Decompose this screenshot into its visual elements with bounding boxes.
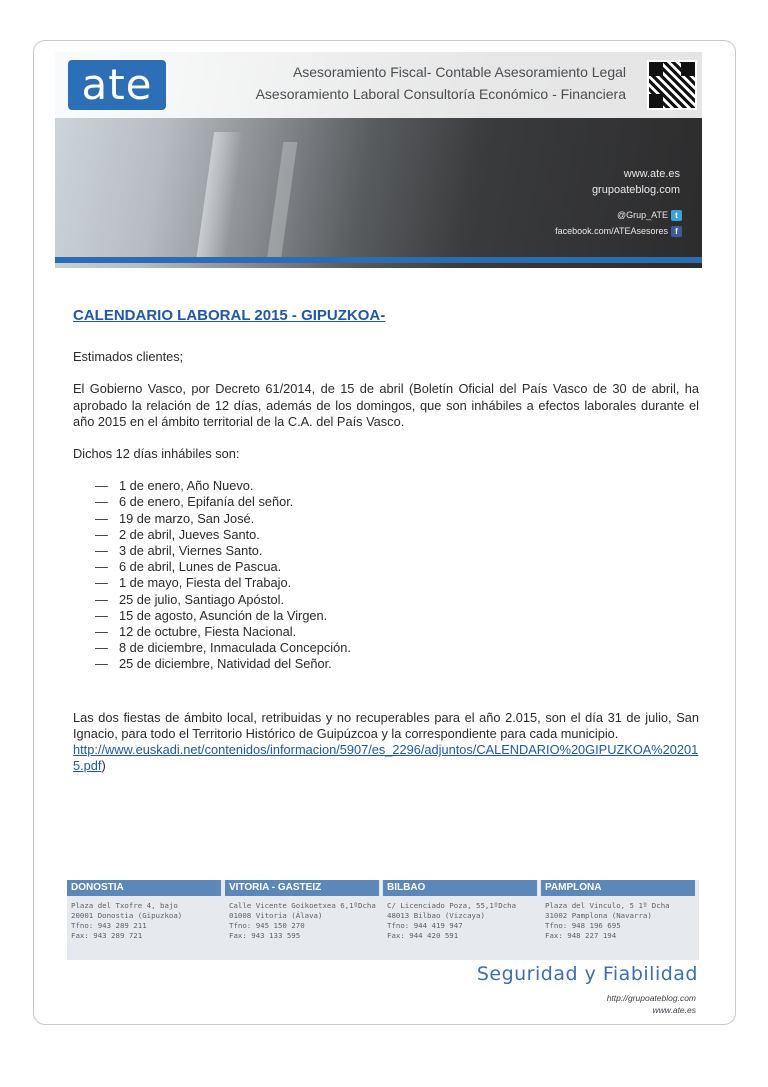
document-title: CALENDARIO LABORAL 2015 - GIPUZKOA- [73, 307, 386, 324]
holiday-text: 1 de mayo, Fiesta del Trabajo. [119, 575, 292, 591]
slogan: Seguridad y Fiabilidad [476, 963, 698, 985]
office-city: VITORIA - GASTEIZ [225, 880, 379, 896]
qr-code-icon [647, 60, 697, 110]
holiday-item [95, 640, 699, 656]
office-pamplona [541, 880, 695, 960]
list-dash: — [95, 591, 108, 607]
holiday-item [95, 494, 699, 510]
holiday-item [95, 527, 699, 543]
list-dash: — [95, 559, 108, 575]
holiday-text: 3 de abril, Viernes Santo. [119, 543, 263, 559]
footer-offices [67, 880, 699, 960]
list-dash: — [95, 575, 108, 591]
holiday-item [95, 575, 699, 591]
list-dash: — [95, 478, 108, 494]
office-address: Plaza del Vinculo, 5 1º Dcha 31002 Pamplona (Navarra) Tfno: 948 196 695 Fax: 948 227 194 [545, 901, 670, 940]
glass-reflection [196, 132, 244, 262]
facebook-link[interactable]: facebook.com/ATEAsesores [555, 226, 668, 236]
office-address: Calle Vicente Goikoetxea 6,1ºDcha 01008 Vitoria (Álava) Tfno: 945 150 270 Fax: 943 133 595 [229, 901, 376, 940]
holiday-item [95, 478, 699, 494]
holiday-text: 6 de abril, Lunes de Pascua. [119, 559, 282, 575]
footer-site-url[interactable]: www.ate.es [652, 1005, 696, 1015]
office-address: Plaza del Txofre 4, bajo 20001 Donostia (Gipuzkoa) Tfno: 943 289 211 Fax: 943 289 721 [71, 901, 183, 940]
office-vitoria [225, 880, 379, 960]
list-dash: — [95, 543, 108, 559]
list-dash: — [95, 494, 108, 510]
list-dash: — [95, 640, 108, 656]
holiday-text: 12 de octubre, Fiesta Nacional. [119, 624, 297, 640]
list-dash: — [95, 526, 108, 542]
holiday-text: 8 de diciembre, Inmaculada Concepción. [119, 640, 351, 656]
list-dash: — [95, 624, 108, 640]
holiday-text: 1 de enero, Año Nuevo. [119, 478, 254, 494]
intro-paragraph: El Gobierno Vasco, por Decreto 61/2014, de 15 de abril (Boletín Oficial del País Vasco de 30 de abril, ha aprobado la relación de 12 días, además de los domingos, que son inhábiles a efectos laborales durante el año 2015 en el ámbito territorial de la C.A. del País Vasco. [73, 381, 699, 429]
holiday-item [95, 543, 699, 559]
ate-logo: ate [68, 60, 166, 110]
tagline-line-2: Asesoramiento Laboral Consultoría Económico - Financiera [255, 86, 626, 102]
glass-reflection [267, 142, 298, 262]
office-donostia [67, 880, 221, 960]
blog-link[interactable]: grupoateblog.com [591, 184, 680, 196]
header-banner [55, 52, 702, 268]
document-body [73, 308, 699, 774]
greeting: Estimados clientes; [73, 349, 184, 365]
twitter-icon[interactable]: t [671, 210, 682, 221]
holiday-text: 6 de enero, Epifanía del señor. [119, 494, 294, 510]
office-city: PAMPLONA [541, 880, 695, 896]
holiday-text: 15 de agosto, Asunción de la Virgen. [119, 607, 328, 623]
office-bilbao [383, 880, 537, 960]
holiday-item [95, 511, 699, 527]
footer-blog-url[interactable]: http://grupoateblog.com [606, 993, 696, 1003]
office-city: BILBAO [383, 880, 537, 896]
holiday-item [95, 656, 699, 672]
holiday-text: 25 de diciembre, Natividad del Señor. [119, 656, 332, 672]
source-link-line [73, 742, 699, 774]
holiday-list [73, 478, 699, 672]
link-suffix: ) [101, 758, 106, 774]
holiday-item [95, 608, 699, 624]
banner-blue-line [55, 257, 702, 263]
twitter-handle[interactable]: @Grup_ATE [617, 210, 668, 220]
source-link[interactable]: http://www.euskadi.net/contenidos/informacion/5907/es_2296/adjuntos/CALENDARIO%20GIPUZKOA%202015.pdf [73, 742, 699, 774]
holiday-text: 2 de abril, Jueves Santo. [119, 526, 260, 542]
holiday-item [95, 624, 699, 640]
local-holidays-paragraph: Las dos fiestas de ámbito local, retribuidas y no recuperables para el año 2.015, son el día 31 de julio, San Ignacio, para todo el Territorio Histórico de Guipúzcoa y la correspondiente para cada municipio. [73, 709, 699, 741]
holiday-item [95, 592, 699, 608]
tagline-line-1: Asesoramiento Fiscal- Contable Asesoramiento Legal [292, 64, 626, 80]
list-dash: — [95, 607, 108, 623]
list-dash: — [95, 656, 108, 672]
holiday-text: 19 de marzo, San José. [119, 510, 255, 526]
holiday-text: 25 de julio, Santiago Apóstol. [119, 591, 285, 607]
office-address: C/ Licenciado Poza, 55,1ºDcha 48013 Bilbao (Vizcaya) Tfno: 944 419 947 Fax: 944 420 591 [387, 901, 517, 940]
holiday-item [95, 559, 699, 575]
list-dash: — [95, 510, 108, 526]
list-intro: Dichos 12 días inhábiles son: [73, 446, 240, 462]
website-link[interactable]: www.ate.es [623, 168, 680, 180]
facebook-icon[interactable]: f [671, 226, 682, 237]
office-city: DONOSTIA [67, 880, 221, 896]
